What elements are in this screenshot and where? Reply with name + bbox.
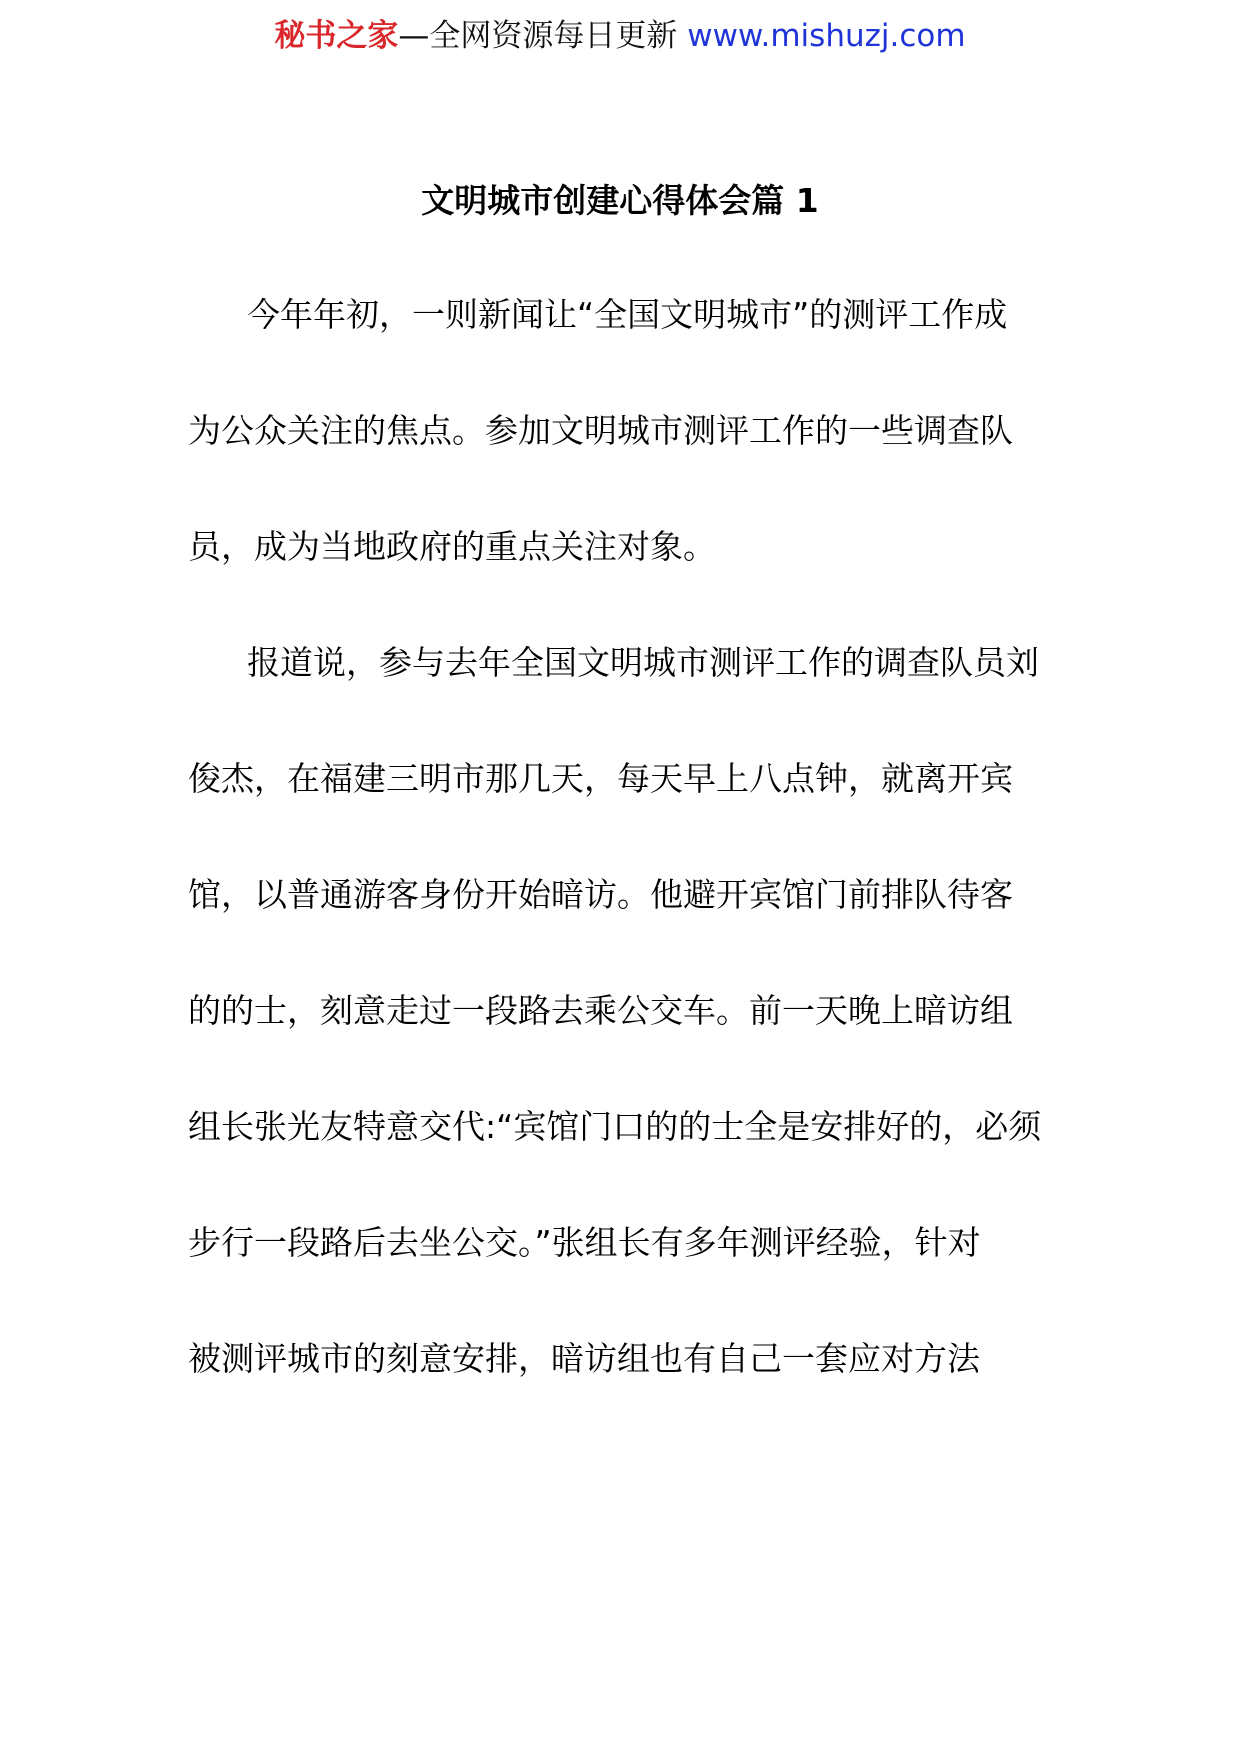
document-title: 文明城市创建心得体会篇 1 xyxy=(421,181,819,220)
page-header xyxy=(0,14,1240,58)
paragraph-line: 员，成为当地政府的重点关注对象。 xyxy=(188,527,716,566)
site-tagline: —全网资源每日更新 xyxy=(398,18,678,54)
paragraph-line: 组长张光友特意交代:“宾馆门口的的士全是安排好的，必须 xyxy=(188,1107,1042,1146)
paragraph-line: 俊杰，在福建三明市那几天，每天早上八点钟，就离开宾 xyxy=(188,759,1013,798)
site-brand: 秘书之家 xyxy=(274,18,399,54)
paragraph-line: 馆，以普通游客身份开始暗访。他避开宾馆门前排队待客 xyxy=(188,875,1013,914)
paragraph-line: 今年年初，一则新闻让“全国文明城市”的测评工作成 xyxy=(247,295,1008,334)
paragraph-line: 步行一段路后去坐公交。”张组长有多年测评经验，针对 xyxy=(188,1223,981,1262)
paragraph-line: 报道说，参与去年全国文明城市测评工作的调查队员刘 xyxy=(247,643,1039,682)
paragraph-line: 的的士，刻意走过一段路去乘公交车。前一天晚上暗访组 xyxy=(188,991,1013,1030)
site-url-link[interactable]: www.mishuzj.com xyxy=(687,18,966,54)
paragraph-line: 被测评城市的刻意安排，暗访组也有自己一套应对方法 xyxy=(188,1339,980,1378)
paragraph-line: 为公众关注的焦点。参加文明城市测评工作的一些调查队 xyxy=(188,411,1013,450)
